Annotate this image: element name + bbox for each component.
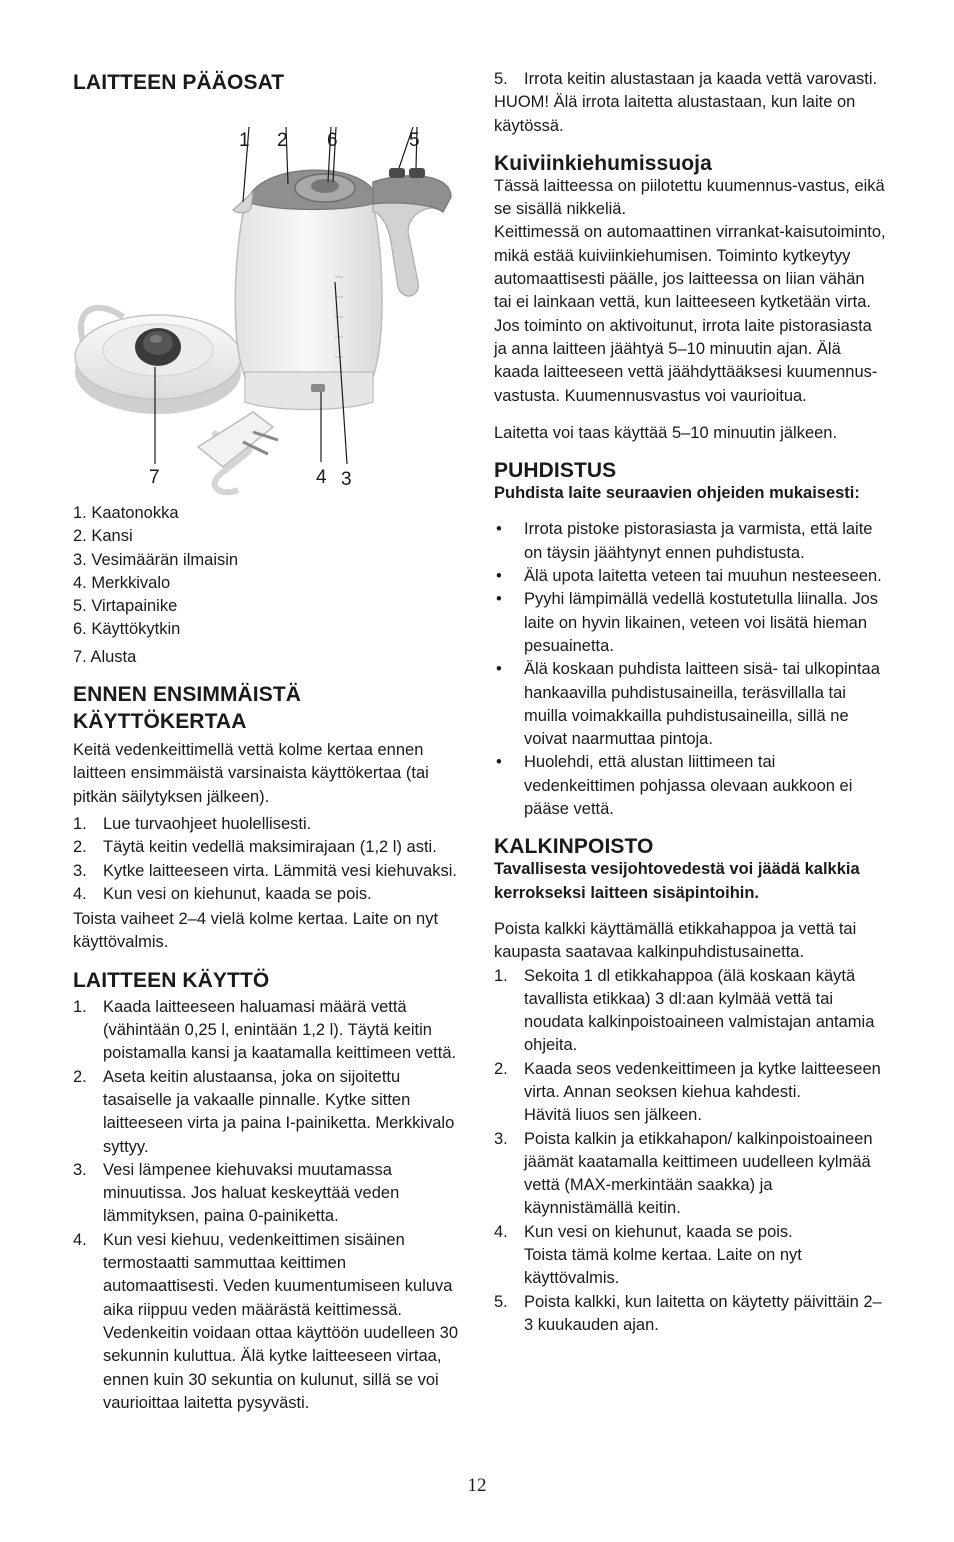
descaling-heading: KALKINPOISTO <box>494 835 654 859</box>
bullet-icon: • <box>496 753 502 772</box>
step-number: 2. <box>494 1059 508 1078</box>
list-item <box>73 836 463 859</box>
list-item <box>73 1066 463 1159</box>
kettle-illustration <box>73 102 463 502</box>
step-number: 2. <box>73 1067 87 1086</box>
step-text: Kaada seos vedenkeittimeen ja kytke laitteeseen virta. Annan seoksen kiehua kahdesti. <box>524 1059 881 1101</box>
step-extra-text: Toista tämä kolme kertaa. Laite on nyt käyttövalmis. <box>524 1246 802 1288</box>
step-number: 4. <box>73 1230 87 1249</box>
step-text: Poista kalkin ja etikkahapon/ kalkinpoistoaineen jäämät kaatamalla keittimeen uudelleen kylmää vettä (MAX-merkintään saakka) ja käynnistämällä keitin. <box>524 1129 873 1218</box>
step-number: 5. <box>494 70 508 88</box>
list-item: 7. Alusta <box>73 647 137 666</box>
step-text: Kun vesi on kiehunut, kaada se pois. <box>103 884 372 903</box>
step-number: 1. <box>73 814 87 833</box>
bullet-icon: • <box>496 590 502 609</box>
list-item <box>73 1159 463 1229</box>
step-text: Sekoita 1 dl etikkahappoa (älä koskaan käytä tavallista etikkaa) 3 dl:aan kylmää vettä tai noudata kalkinpoistoaineen valmistajan antamia ohjeita. <box>524 966 875 1055</box>
list-item <box>73 883 463 906</box>
list-item <box>494 1221 886 1291</box>
descaling-paragraph: Poista kalkki käyttämällä etikkahappoa ja vettä tai kaupasta saatavaa kalkinpuhdistusainetta. <box>494 919 857 962</box>
list-item: 5. Virtapainike <box>73 597 178 616</box>
step-extra-text: Hävitä liuos sen jälkeen. <box>524 1106 702 1125</box>
first-use-heading-line2: KÄYTTÖKERTAA <box>73 710 247 734</box>
first-use-steps <box>73 813 463 906</box>
cleaning-heading: PUHDISTUS <box>494 459 617 483</box>
step-text: Täytä keitin vedellä maksimirajaan (1,2 l) asti. <box>103 838 437 857</box>
step-number: 3. <box>73 861 87 880</box>
step-text: Kaada laitteeseen haluamasi määrä vettä (vähintään 0,25 l, enintään 1,2 l). Täytä keitin poistamalla kansi ja kaatamalla keittimeen vettä. <box>103 997 457 1063</box>
step-number: 2. <box>73 838 87 857</box>
first-use-intro: Keitä vedenkeittimellä vettä kolme kertaa ennen laitteen ensimmäistä varsinaista käyttökertaa (tai pitkän säilytyksen jälkeen). <box>73 741 429 806</box>
descaling-intro: Tavallisesta vesijohtovedestä voi jäädä kalkkia kerrokseksi laitteen sisäpintoihin. <box>494 860 860 902</box>
first-use-heading <box>73 681 463 735</box>
step-number: 3. <box>73 1160 87 1179</box>
kettle-figure <box>73 102 463 502</box>
bullet-icon: • <box>496 567 502 586</box>
step-text: Vesi lämpenee kiehuvaksi muutamassa minuutissa. Jos haluat keskeyttää veden lämmityksen, paina 0-painiketta. <box>103 1160 400 1226</box>
callout-7: 7 <box>149 467 160 488</box>
cleaning-list <box>494 518 886 821</box>
step-text: Poista kalkki, kun laitetta on käytetty päivittäin 2–3 kuukauden ajan. <box>524 1292 882 1334</box>
main-parts-heading: LAITTEEN PÄÄOSAT <box>73 71 285 94</box>
dry-boil-heading: Kuiviinkiehumissuoja <box>494 151 712 175</box>
step-number: 1. <box>73 997 87 1016</box>
list-item <box>494 588 886 658</box>
list-item <box>494 1291 886 1338</box>
callout-6: 6 <box>327 130 338 151</box>
cleaning-intro: Puhdista laite seuraavien ohjeiden mukaisesti: <box>494 484 860 503</box>
list-item-text: Huolehdi, että alustan liittimeen tai vedenkeittimen pohjassa olevaan aukkoon ei pääse vettä. <box>524 753 853 819</box>
step-number: 4. <box>73 884 87 903</box>
right-column <box>494 0 886 1337</box>
parts-list <box>73 502 463 669</box>
list-item: 1. Kaatonokka <box>73 504 179 522</box>
descaling-steps <box>494 965 886 1338</box>
usage-note: HUOM! Älä irrota laitetta alustastaan, kun laite on käytössä. <box>494 93 856 135</box>
step-text: Lue turvaohjeet huolellisesti. <box>103 814 312 833</box>
list-item <box>494 518 886 565</box>
list-item <box>494 1058 886 1128</box>
step-number: 1. <box>494 966 508 985</box>
left-column <box>73 0 463 1415</box>
list-item <box>494 751 886 821</box>
first-use-heading-line1: ENNEN ENSIMMÄISTÄ <box>73 683 302 707</box>
list-item: 6. Käyttökytkin <box>73 620 181 639</box>
list-item <box>494 565 886 588</box>
bullet-icon: • <box>496 660 502 679</box>
list-item-text: Irrota pistoke pistorasiasta ja varmista, että laite on täysin jäähtynyt ennen puhdistusta. <box>524 520 873 562</box>
dry-boil-paragraph-2: Keittimessä on automaattinen virrankat-kaisutoiminto, mikä estää kuiviinkiehumisen. Toiminto kytkeytyy automaattisesti päälle, jos laitteessa on liian vähän tai ei lainkaan vettä, kun laitteeseen kytketään virta. Jos toiminto on aktivoitunut, irrota laite pistorasiasta ja anna laitteen jäähtyä 5–10 minuutin ajan. Älä kaada laitteeseen vettä jäähdyttääksesi kuumennus-vastusta. Kuumennusvastus voi vaurioitua. <box>494 223 886 405</box>
callout-2: 2 <box>277 130 288 151</box>
bullet-icon: • <box>496 520 502 539</box>
step-number: 3. <box>494 1129 508 1148</box>
callout-1: 1 <box>239 130 250 151</box>
list-item-text: Pyyhi lämpimällä vedellä kostutetulla liinalla. Jos laite on hyvin likainen, veteen voi lisätä hieman pesuainetta. <box>524 590 879 655</box>
base <box>75 315 241 414</box>
list-item <box>494 68 886 91</box>
list-item: 2. Kansi <box>73 527 133 546</box>
list-item: 4. Merkkivalo <box>73 573 171 592</box>
usage-heading: LAITTEEN KÄYTTÖ <box>73 968 270 992</box>
list-item: 3. Vesimäärän ilmaisin <box>73 550 239 569</box>
list-item <box>494 658 886 751</box>
callout-4: 4 <box>316 467 327 488</box>
list-item <box>73 1229 463 1415</box>
step-text: Kun vesi kiehuu, vedenkeittimen sisäinen termostaatti sammuttaa keittimen automaattisesti. Veden kuumentumiseen kuluva aika riippuu veden määrästä keittimessä. Vedenkeitin voidaan ottaa käyttöön uudelleen 30 sekunnin kuluttua. Älä kytke laitteeseen virtaa, ennen kuin 30 sekuntia on kulunut, sillä se voi vaurioittaa laitetta pysyvästi. <box>103 1230 459 1412</box>
step-text: Kytke laitteeseen virta. Lämmitä vesi kiehuvaksi. <box>103 861 457 880</box>
list-item <box>494 1128 886 1221</box>
list-item <box>73 860 463 883</box>
callout-5: 5 <box>409 130 420 151</box>
usage-steps-continued <box>494 68 886 91</box>
list-item <box>73 996 463 1066</box>
step-number: 5. <box>494 1292 508 1311</box>
page-number: 12 <box>467 1475 487 1496</box>
list-item <box>494 965 886 1058</box>
first-use-outro: Toista vaiheet 2–4 vielä kolme kertaa. Laite on nyt käyttövalmis. <box>73 910 439 952</box>
step-text: Kun vesi on kiehunut, kaada se pois. <box>524 1222 793 1241</box>
list-item-text: Älä upota laitetta veteen tai muuhun nesteeseen. <box>524 567 882 586</box>
list-item-text: Älä koskaan puhdista laitteen sisä- tai ulkopintaa hankaavilla puhdistusaineilla, teräsvillalla tai muilla voimakkailla puhdistusaineilla, sillä ne voivat naarmuttaa pintoja. <box>524 660 880 749</box>
step-text: Irrota keitin alustastaan ja kaada vettä varovasti. <box>524 70 878 88</box>
callout-3: 3 <box>341 469 352 490</box>
step-number: 4. <box>494 1222 508 1241</box>
dry-boil-paragraph-3: Laitetta voi taas käyttää 5–10 minuutin jälkeen. <box>494 423 838 442</box>
dry-boil-paragraph-1: Tässä laitteessa on piilotettu kuumennus-vastus, eikä se sisällä nikkeliä. <box>494 176 885 219</box>
step-text: Aseta keitin alustaansa, joka on sijoitettu tasaiselle ja vakaalle pinnalle. Kytke sitten laitteeseen virta ja paina I-painiketta. Merkkivalo syttyy. <box>103 1067 455 1156</box>
usage-steps <box>73 996 463 1415</box>
list-item <box>73 813 463 836</box>
kettle <box>233 168 451 410</box>
